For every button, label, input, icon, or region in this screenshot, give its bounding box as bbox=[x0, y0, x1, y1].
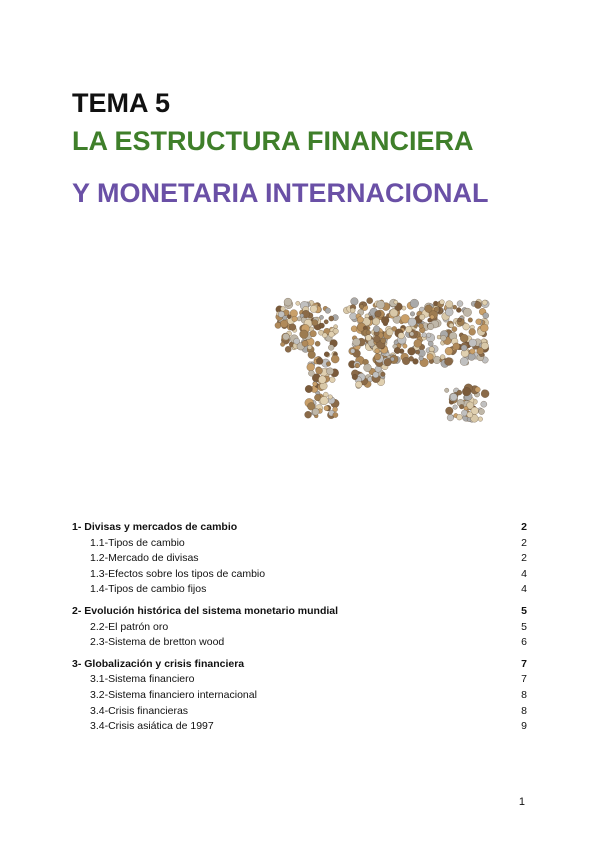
toc-entry-page: 8 bbox=[521, 704, 527, 717]
toc-entry[interactable] bbox=[72, 672, 527, 688]
document-subtitle-line-2: Y MONETARIA INTERNACIONAL bbox=[72, 178, 489, 208]
toc-section[interactable] bbox=[72, 520, 527, 536]
toc-section[interactable] bbox=[72, 657, 527, 673]
toc-entry[interactable] bbox=[72, 620, 527, 636]
toc-entry-label: 3.2-Sistema financiero internacional bbox=[90, 688, 257, 701]
table-of-contents bbox=[72, 520, 527, 735]
toc-entry-label: 2.3-Sistema de bretton wood bbox=[90, 636, 225, 649]
toc-entry[interactable] bbox=[72, 688, 527, 704]
toc-entry[interactable] bbox=[72, 582, 527, 598]
toc-entry-page: 5 bbox=[521, 604, 527, 617]
toc-entry[interactable] bbox=[72, 635, 527, 651]
toc-entry[interactable] bbox=[72, 704, 527, 720]
toc-entry[interactable] bbox=[72, 719, 527, 735]
toc-entry-label: 1.4-Tipos de cambio fijos bbox=[90, 583, 207, 596]
toc-entry[interactable] bbox=[72, 567, 527, 583]
toc-section[interactable] bbox=[72, 604, 527, 620]
document-title: TEMA 5 bbox=[72, 88, 171, 118]
toc-entry-label: 1.1-Tipos de cambio bbox=[90, 536, 185, 549]
toc-entry-page: 4 bbox=[521, 567, 527, 580]
toc-entry[interactable] bbox=[72, 551, 527, 567]
toc-entry-label: 1.2-Mercado de divisas bbox=[90, 552, 199, 565]
toc-entry-page: 8 bbox=[521, 688, 527, 701]
toc-entry-label: 2- Evolución histórica del sistema monetario mundial bbox=[72, 604, 339, 617]
toc-entry-label: 2.2-El patrón oro bbox=[90, 620, 169, 633]
toc-entry-label: 3- Globalización y crisis financiera bbox=[72, 657, 245, 670]
toc-entry-page: 2 bbox=[521, 552, 527, 565]
toc-entry-page: 2 bbox=[521, 536, 527, 549]
toc-entry-label: 1.3-Efectos sobre los tipos de cambio bbox=[90, 567, 266, 580]
toc-entry-page: 7 bbox=[521, 657, 527, 670]
toc-entry[interactable] bbox=[72, 536, 527, 552]
toc-entry-page: 5 bbox=[521, 620, 527, 633]
toc-entry-label: 1- Divisas y mercados de cambio bbox=[72, 521, 238, 533]
toc-entry-page: 9 bbox=[521, 720, 527, 733]
toc-entry-page: 4 bbox=[521, 583, 527, 596]
toc-entry-label: 3.4-Crisis asiática de 1997 bbox=[90, 720, 214, 733]
toc-entry-page: 7 bbox=[521, 673, 527, 686]
toc-entry-page: 2 bbox=[521, 521, 527, 533]
page-number: 1 bbox=[518, 796, 525, 808]
toc-entry-label: 3.4-Crisis financieras bbox=[90, 704, 189, 717]
toc-entry-label: 3.1-Sistema financiero bbox=[90, 673, 195, 686]
toc-entry-page: 6 bbox=[521, 636, 527, 649]
world-map-coins-image bbox=[268, 292, 508, 440]
document-subtitle-line-1: LA ESTRUCTURA FINANCIERA bbox=[72, 126, 474, 156]
